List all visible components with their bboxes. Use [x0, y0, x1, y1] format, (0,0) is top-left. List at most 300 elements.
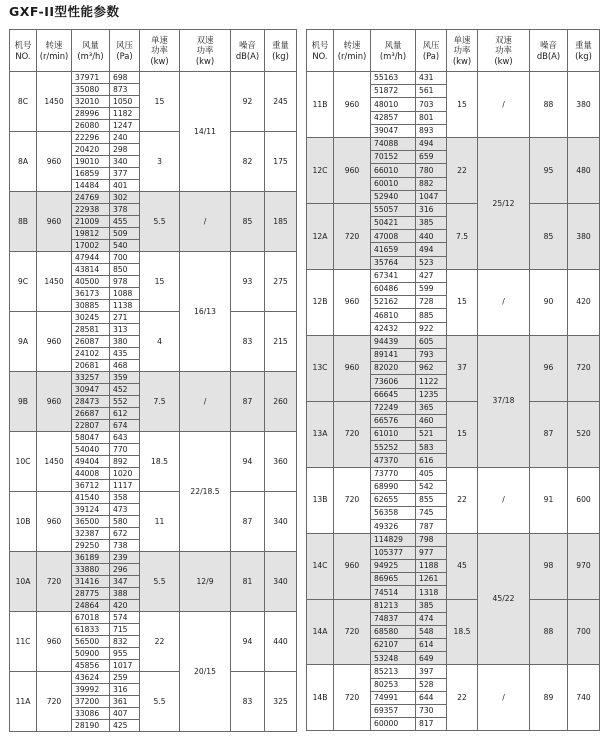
- pressure-cell: 509: [110, 228, 140, 240]
- airflow-cell: 39124: [72, 504, 110, 516]
- single-power-cell: 5.5: [140, 552, 180, 612]
- table-row: [10, 132, 297, 144]
- speed-cell: 960: [37, 492, 72, 552]
- single-power-cell: 22: [447, 665, 478, 731]
- pressure-cell: 1235: [416, 388, 447, 401]
- airflow-cell: 33086: [72, 708, 110, 720]
- single-power-cell: 3: [140, 132, 180, 192]
- single-power-cell: 22: [447, 137, 478, 203]
- airflow-cell: 17002: [72, 240, 110, 252]
- pressure-cell: 561: [416, 85, 447, 98]
- header-pressure: 风压 (Pa): [110, 30, 140, 72]
- pressure-cell: 738: [110, 540, 140, 552]
- airflow-cell: 70152: [371, 151, 416, 164]
- airflow-cell: 26087: [72, 336, 110, 348]
- airflow-cell: 72249: [371, 401, 416, 414]
- model-number-cell: 9B: [10, 372, 37, 432]
- weight-cell: 380: [568, 203, 600, 269]
- pressure-cell: 494: [416, 243, 447, 256]
- noise-cell: 87: [231, 372, 265, 432]
- header-dual-power: 双速 功率 (kw): [180, 30, 231, 72]
- airflow-cell: 56500: [72, 636, 110, 648]
- pressure-cell: 542: [416, 480, 447, 493]
- pressure-cell: 780: [416, 164, 447, 177]
- airflow-cell: 50421: [371, 217, 416, 230]
- airflow-cell: 94439: [371, 335, 416, 348]
- weight-cell: 185: [265, 192, 297, 252]
- noise-cell: 92: [231, 72, 265, 132]
- airflow-cell: 66010: [371, 164, 416, 177]
- table-row: [307, 137, 600, 150]
- dual-power-cell: 25/12: [478, 137, 530, 269]
- pressure-cell: 703: [416, 98, 447, 111]
- speed-cell: 960: [334, 72, 371, 138]
- dual-power-cell: /: [478, 665, 530, 731]
- weight-cell: 340: [265, 552, 297, 612]
- dual-power-cell: /: [180, 372, 231, 432]
- pressure-cell: 302: [110, 192, 140, 204]
- weight-cell: 215: [265, 312, 297, 372]
- header-single-power: 单速 功率 (kw): [140, 30, 180, 72]
- airflow-cell: 52162: [371, 296, 416, 309]
- pressure-cell: 700: [110, 252, 140, 264]
- pressure-cell: 361: [110, 696, 140, 708]
- airflow-cell: 41659: [371, 243, 416, 256]
- pressure-cell: 1138: [110, 300, 140, 312]
- noise-cell: 83: [231, 672, 265, 732]
- weight-cell: 360: [265, 432, 297, 492]
- airflow-cell: 47370: [371, 454, 416, 467]
- pressure-cell: 435: [110, 348, 140, 360]
- noise-cell: 91: [530, 467, 568, 533]
- airflow-cell: 47944: [72, 252, 110, 264]
- pressure-cell: 1318: [416, 586, 447, 599]
- table-row: [10, 252, 297, 264]
- pressure-cell: 659: [416, 151, 447, 164]
- model-number-cell: 10B: [10, 492, 37, 552]
- pressure-cell: 643: [110, 432, 140, 444]
- pressure-cell: 358: [110, 492, 140, 504]
- pressure-cell: 259: [110, 672, 140, 684]
- model-number-cell: 14C: [307, 533, 334, 599]
- speed-cell: 720: [334, 203, 371, 269]
- weight-cell: 440: [265, 612, 297, 672]
- airflow-cell: 48010: [371, 98, 416, 111]
- pressure-cell: 850: [110, 264, 140, 276]
- airflow-cell: 43814: [72, 264, 110, 276]
- pressure-cell: 728: [416, 296, 447, 309]
- table-row: [10, 372, 297, 384]
- model-number-cell: 13C: [307, 335, 334, 401]
- model-number-cell: 12A: [307, 203, 334, 269]
- table-row: [307, 203, 600, 216]
- table-row: [307, 72, 600, 85]
- single-power-cell: 15: [447, 269, 478, 335]
- pressure-cell: 745: [416, 507, 447, 520]
- weight-cell: 380: [568, 72, 600, 138]
- noise-cell: 90: [530, 269, 568, 335]
- dual-power-cell: 12/9: [180, 552, 231, 612]
- weight-cell: 260: [265, 372, 297, 432]
- pressure-cell: 873: [110, 84, 140, 96]
- airflow-cell: 30947: [72, 384, 110, 396]
- airflow-cell: 55163: [371, 72, 416, 85]
- airflow-cell: 67018: [72, 612, 110, 624]
- airflow-cell: 60486: [371, 283, 416, 296]
- airflow-cell: 42857: [371, 111, 416, 124]
- airflow-cell: 80253: [371, 678, 416, 691]
- speed-cell: 1450: [37, 432, 72, 492]
- noise-cell: 88: [530, 72, 568, 138]
- airflow-cell: 73606: [371, 375, 416, 388]
- model-number-cell: 14B: [307, 665, 334, 731]
- pressure-cell: 798: [416, 533, 447, 546]
- airflow-cell: 52940: [371, 190, 416, 203]
- pressure-cell: 787: [416, 520, 447, 533]
- airflow-cell: 43624: [72, 672, 110, 684]
- airflow-cell: 36173: [72, 288, 110, 300]
- pressure-cell: 316: [416, 203, 447, 216]
- header-speed: 转速 (r/min): [37, 30, 72, 72]
- single-power-cell: 45: [447, 533, 478, 599]
- single-power-cell: 7.5: [447, 203, 478, 269]
- pressure-cell: 407: [110, 708, 140, 720]
- airflow-cell: 61010: [371, 428, 416, 441]
- pressure-cell: 801: [416, 111, 447, 124]
- airflow-cell: 22938: [72, 204, 110, 216]
- airflow-cell: 24769: [72, 192, 110, 204]
- noise-cell: 94: [231, 612, 265, 672]
- noise-cell: 85: [530, 203, 568, 269]
- weight-cell: 325: [265, 672, 297, 732]
- speed-cell: 960: [334, 269, 371, 335]
- pressure-cell: 313: [110, 324, 140, 336]
- airflow-cell: 22807: [72, 420, 110, 432]
- airflow-cell: 29250: [72, 540, 110, 552]
- dual-power-cell: 16/13: [180, 252, 231, 372]
- airflow-cell: 33257: [72, 372, 110, 384]
- performance-table-left: [9, 29, 297, 732]
- pressure-cell: 365: [416, 401, 447, 414]
- pressure-cell: 548: [416, 625, 447, 638]
- airflow-cell: 67341: [371, 269, 416, 282]
- noise-cell: 89: [530, 665, 568, 731]
- pressure-cell: 672: [110, 528, 140, 540]
- single-power-cell: 22: [447, 467, 478, 533]
- airflow-cell: 62107: [371, 639, 416, 652]
- model-number-cell: 8C: [10, 72, 37, 132]
- airflow-cell: 33880: [72, 564, 110, 576]
- pressure-cell: 468: [110, 360, 140, 372]
- performance-table-right: [306, 29, 600, 731]
- table-row: [10, 72, 297, 84]
- single-power-cell: 4: [140, 312, 180, 372]
- pressure-cell: 316: [110, 684, 140, 696]
- pressure-cell: 528: [416, 678, 447, 691]
- airflow-cell: 28581: [72, 324, 110, 336]
- pressure-cell: 425: [110, 720, 140, 732]
- pressure-cell: 614: [416, 639, 447, 652]
- table-row: [307, 599, 600, 612]
- airflow-cell: 74991: [371, 691, 416, 704]
- speed-cell: 720: [334, 665, 371, 731]
- weight-cell: 970: [568, 533, 600, 599]
- pressure-cell: 340: [110, 156, 140, 168]
- speed-cell: 960: [334, 335, 371, 401]
- table-row: [307, 665, 600, 678]
- pressure-cell: 420: [110, 600, 140, 612]
- airflow-cell: 30885: [72, 300, 110, 312]
- table-row: [307, 335, 600, 348]
- pressure-cell: 715: [110, 624, 140, 636]
- airflow-cell: 37971: [72, 72, 110, 84]
- pressure-cell: 770: [110, 444, 140, 456]
- weight-cell: 340: [265, 492, 297, 552]
- airflow-cell: 21009: [72, 216, 110, 228]
- airflow-cell: 16859: [72, 168, 110, 180]
- airflow-cell: 94925: [371, 559, 416, 572]
- pressure-cell: 574: [110, 612, 140, 624]
- airflow-cell: 69357: [371, 705, 416, 718]
- pressure-cell: 388: [110, 588, 140, 600]
- table-row: [10, 672, 297, 684]
- table-body: [307, 72, 600, 731]
- speed-cell: 960: [37, 372, 72, 432]
- airflow-cell: 51872: [371, 85, 416, 98]
- noise-cell: 98: [530, 533, 568, 599]
- model-number-cell: 12C: [307, 137, 334, 203]
- pressure-cell: 832: [110, 636, 140, 648]
- header-weight: 重量 (kg): [265, 30, 297, 72]
- pressure-cell: 1088: [110, 288, 140, 300]
- airflow-cell: 60000: [371, 718, 416, 731]
- noise-cell: 88: [530, 599, 568, 665]
- airflow-cell: 32010: [72, 96, 110, 108]
- pressure-cell: 893: [416, 124, 447, 137]
- pressure-cell: 385: [416, 599, 447, 612]
- single-power-cell: 15: [140, 72, 180, 132]
- pressure-cell: 359: [110, 372, 140, 384]
- dual-power-cell: 37/18: [478, 335, 530, 467]
- header-no: 机号 NO.: [307, 30, 334, 72]
- noise-cell: 85: [231, 192, 265, 252]
- airflow-cell: 36189: [72, 552, 110, 564]
- table-body: [10, 72, 297, 732]
- pressure-cell: 955: [110, 648, 140, 660]
- header-single-power: 单速 功率 (kw): [447, 30, 478, 72]
- airflow-cell: 22296: [72, 132, 110, 144]
- pressure-cell: 385: [416, 217, 447, 230]
- model-number-cell: 13B: [307, 467, 334, 533]
- model-number-cell: 12B: [307, 269, 334, 335]
- weight-cell: 420: [568, 269, 600, 335]
- airflow-cell: 74837: [371, 612, 416, 625]
- pressure-cell: 922: [416, 322, 447, 335]
- header-speed: 转速 (r/min): [334, 30, 371, 72]
- pressure-cell: 1188: [416, 559, 447, 572]
- airflow-cell: 28473: [72, 396, 110, 408]
- dual-power-cell: /: [478, 72, 530, 138]
- weight-cell: 480: [568, 137, 600, 203]
- model-number-cell: 9C: [10, 252, 37, 312]
- pressure-cell: 698: [110, 72, 140, 84]
- table-row: [307, 401, 600, 414]
- pressure-cell: 612: [110, 408, 140, 420]
- single-power-cell: 18.5: [447, 599, 478, 665]
- airflow-cell: 74514: [371, 586, 416, 599]
- model-number-cell: 11C: [10, 612, 37, 672]
- pressure-cell: 377: [110, 168, 140, 180]
- pressure-cell: 401: [110, 180, 140, 192]
- airflow-cell: 20681: [72, 360, 110, 372]
- single-power-cell: 15: [447, 401, 478, 467]
- weight-cell: 245: [265, 72, 297, 132]
- pressure-cell: 405: [416, 467, 447, 480]
- pressure-cell: 521: [416, 428, 447, 441]
- single-power-cell: 15: [447, 72, 478, 138]
- pressure-cell: 397: [416, 665, 447, 678]
- airflow-cell: 60010: [371, 177, 416, 190]
- table-row: [10, 492, 297, 504]
- table-row: [10, 612, 297, 624]
- airflow-cell: 36712: [72, 480, 110, 492]
- airflow-cell: 40500: [72, 276, 110, 288]
- dual-power-cell: 14/11: [180, 72, 231, 192]
- pressure-cell: 1261: [416, 573, 447, 586]
- pressure-cell: 474: [416, 612, 447, 625]
- pressure-cell: 580: [110, 516, 140, 528]
- pressure-cell: 674: [110, 420, 140, 432]
- airflow-cell: 81213: [371, 599, 416, 612]
- pressure-cell: 460: [416, 414, 447, 427]
- weight-cell: 600: [568, 467, 600, 533]
- header-dual-power: 双速 功率 (kw): [478, 30, 530, 72]
- pressure-cell: 1117: [110, 480, 140, 492]
- page-title: GXF-II型性能参数: [9, 4, 120, 19]
- header-noise: 噪音 dB(A): [530, 30, 568, 72]
- model-number-cell: 11B: [307, 72, 334, 138]
- pressure-cell: 1050: [110, 96, 140, 108]
- pressure-cell: 473: [110, 504, 140, 516]
- model-number-cell: 13A: [307, 401, 334, 467]
- header-weight: 重量 (kg): [568, 30, 600, 72]
- pressure-cell: 978: [110, 276, 140, 288]
- airflow-cell: 28775: [72, 588, 110, 600]
- speed-cell: 960: [37, 132, 72, 192]
- pressure-cell: 1182: [110, 108, 140, 120]
- dual-power-cell: 20/15: [180, 612, 231, 732]
- airflow-cell: 19812: [72, 228, 110, 240]
- airflow-cell: 39992: [72, 684, 110, 696]
- airflow-cell: 56358: [371, 507, 416, 520]
- pressure-cell: 649: [416, 652, 447, 665]
- speed-cell: 720: [334, 401, 371, 467]
- pressure-cell: 271: [110, 312, 140, 324]
- airflow-cell: 26687: [72, 408, 110, 420]
- dual-power-cell: 22/18.5: [180, 432, 231, 552]
- header-no: 机号 NO.: [10, 30, 37, 72]
- noise-cell: 87: [231, 492, 265, 552]
- airflow-cell: 68580: [371, 625, 416, 638]
- weight-cell: 720: [568, 335, 600, 401]
- airflow-cell: 58047: [72, 432, 110, 444]
- weight-cell: 275: [265, 252, 297, 312]
- pressure-cell: 455: [110, 216, 140, 228]
- header-row: [10, 30, 297, 72]
- pressure-cell: 296: [110, 564, 140, 576]
- header-airflow: 风量 (m³/h): [371, 30, 416, 72]
- airflow-cell: 31416: [72, 576, 110, 588]
- weight-cell: 740: [568, 665, 600, 731]
- speed-cell: 720: [37, 552, 72, 612]
- pressure-cell: 494: [416, 137, 447, 150]
- airflow-cell: 50900: [72, 648, 110, 660]
- airflow-cell: 74088: [371, 137, 416, 150]
- table-row: [307, 533, 600, 546]
- airflow-cell: 19010: [72, 156, 110, 168]
- single-power-cell: 37: [447, 335, 478, 401]
- single-power-cell: 18.5: [140, 432, 180, 492]
- pressure-cell: 644: [416, 691, 447, 704]
- pressure-cell: 583: [416, 441, 447, 454]
- airflow-cell: 68990: [371, 480, 416, 493]
- airflow-cell: 20420: [72, 144, 110, 156]
- table-row: [307, 467, 600, 480]
- speed-cell: 960: [334, 533, 371, 599]
- airflow-cell: 55252: [371, 441, 416, 454]
- airflow-cell: 49404: [72, 456, 110, 468]
- airflow-cell: 55057: [371, 203, 416, 216]
- dual-power-cell: /: [478, 467, 530, 533]
- noise-cell: 95: [530, 137, 568, 203]
- airflow-cell: 114829: [371, 533, 416, 546]
- header-row: [307, 30, 600, 72]
- airflow-cell: 30245: [72, 312, 110, 324]
- pressure-cell: 817: [416, 718, 447, 731]
- pressure-cell: 298: [110, 144, 140, 156]
- noise-cell: 82: [231, 132, 265, 192]
- speed-cell: 960: [37, 612, 72, 672]
- pressure-cell: 552: [110, 396, 140, 408]
- weight-cell: 700: [568, 599, 600, 665]
- pressure-cell: 962: [416, 362, 447, 375]
- airflow-cell: 49326: [371, 520, 416, 533]
- speed-cell: 720: [37, 672, 72, 732]
- airflow-cell: 85213: [371, 665, 416, 678]
- pressure-cell: 523: [416, 256, 447, 269]
- header-airflow: 风量 (m³/h): [72, 30, 110, 72]
- model-number-cell: 9A: [10, 312, 37, 372]
- model-number-cell: 14A: [307, 599, 334, 665]
- airflow-cell: 36500: [72, 516, 110, 528]
- pressure-cell: 378: [110, 204, 140, 216]
- airflow-cell: 61833: [72, 624, 110, 636]
- pressure-cell: 892: [110, 456, 140, 468]
- header-pressure: 风压 (Pa): [416, 30, 447, 72]
- airflow-cell: 82020: [371, 362, 416, 375]
- single-power-cell: 11: [140, 492, 180, 552]
- table-row: [10, 432, 297, 444]
- airflow-cell: 35080: [72, 84, 110, 96]
- pressure-cell: 1122: [416, 375, 447, 388]
- header-noise: 噪音 dB(A): [231, 30, 265, 72]
- airflow-cell: 37200: [72, 696, 110, 708]
- weight-cell: 520: [568, 401, 600, 467]
- noise-cell: 96: [530, 335, 568, 401]
- noise-cell: 87: [530, 401, 568, 467]
- airflow-cell: 89141: [371, 348, 416, 361]
- airflow-cell: 26080: [72, 120, 110, 132]
